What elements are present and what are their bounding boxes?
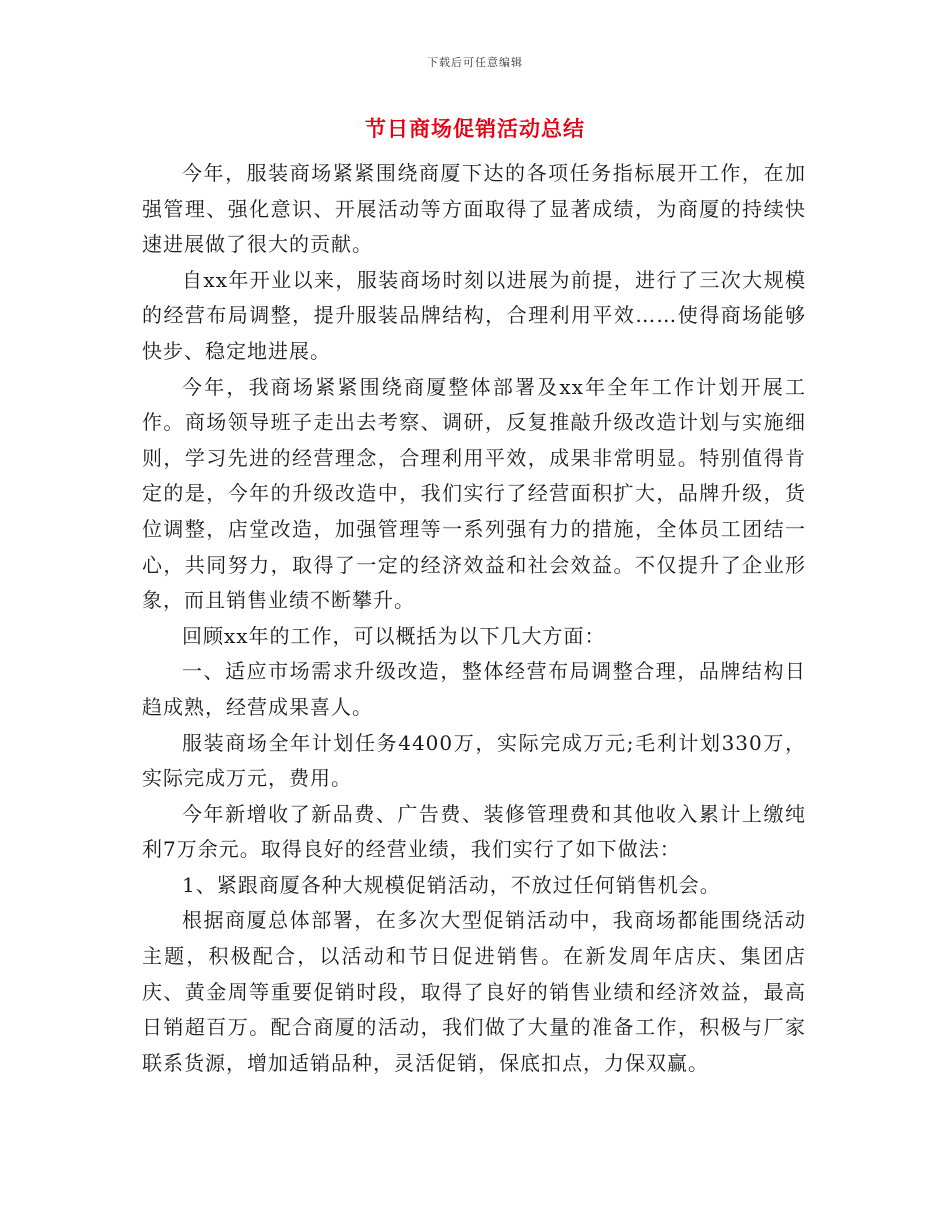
- paragraph-3: 今年，我商场紧紧围绕商厦整体部署及xx年全年工作计划开展工作。商场领导班子走出去考察、调研，反复推敲升级改造计划与实施细则，学习先进的经营理念，合理利用平效，成果非常明显。特别值得肯定的是，今年的升级改造中，我们实行了经营面积扩大，品牌升级，货位调整，店堂改造，加强管理等一系列强有力的措施，全体员工团结一心，共同努力，取得了一定的经济效益和社会效益。不仅提升了企业形象，而且销售业绩不断攀升。: [142, 374, 806, 613]
- page-header-note: 下载后可任意编辑: [427, 56, 523, 69]
- document-title: 节日商场促销活动总结: [365, 116, 585, 141]
- paragraph-2: 自xx年开业以来，服装商场时刻以进展为前提，进行了三次大规模的经营布局调整，提升服装品牌结构，合理利用平效……使得商场能够快步、稳定地进展。: [142, 267, 806, 363]
- paragraph-4: 回顾xx年的工作，可以概括为以下几大方面：: [182, 623, 606, 648]
- paragraph-8: 1、紧跟商厦各种大规模促销活动，不放过任何销售机会。: [182, 872, 721, 897]
- paragraph-5: 一、适应市场需求升级改造，整体经营布局调整合理，品牌结构日趋成熟，经营成果喜人。: [142, 659, 806, 719]
- paragraph-1: 今年，服装商场紧紧围绕商厦下达的各项任务指标展开工作，在加强管理、强化意识、开展活动等方面取得了显著成绩，为商厦的持续快速进展做了很大的贡献。: [142, 161, 806, 257]
- paragraph-6: 服装商场全年计划任务4400万，实际完成万元;毛利计划330万，实际完成万元，费用。: [142, 730, 806, 791]
- paragraph-9: 根据商厦总体部署，在多次大型促销活动中，我商场都能围绕活动主题，积极配合，以活动和节日促进销售。在新发周年店庆、集团店庆、黄金周等重要促销时段，取得了良好的销售业绩和经济效益，最高日销超百万。配合商厦的活动，我们做了大量的准备工作，积极与厂家联系货源，增加适销品种，灵活促销，保底扣点，力保双赢。: [142, 908, 806, 1075]
- paragraph-7: 今年新增收了新品费、广告费、装修管理费和其他收入累计上缴纯利7万余元。取得良好的经营业绩，我们实行了如下做法：: [142, 801, 806, 862]
- document-body: [142, 156, 806, 1081]
